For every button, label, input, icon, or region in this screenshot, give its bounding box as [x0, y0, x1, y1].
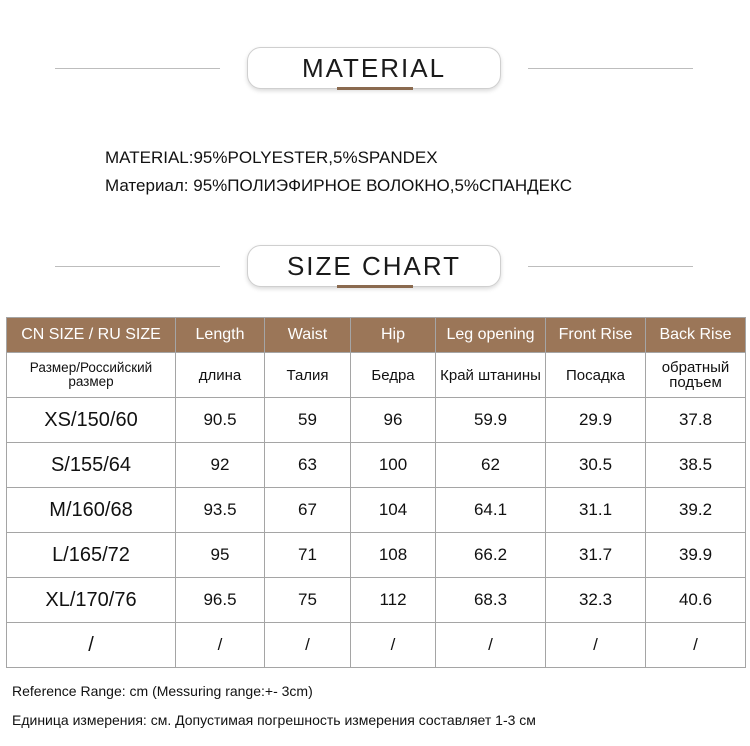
- table-row: [7, 443, 746, 488]
- cell-leg-opening: 59.9: [436, 398, 546, 443]
- divider-line-left: [55, 266, 220, 267]
- cell-front-rise: 29.9: [546, 398, 646, 443]
- size-chart-title: SIZE CHART: [247, 245, 501, 287]
- cell-waist: 75: [265, 578, 351, 623]
- cell-leg-opening: 66.2: [436, 533, 546, 578]
- cell-waist: 63: [265, 443, 351, 488]
- cell-front-rise: 30.5: [546, 443, 646, 488]
- cell-leg-opening: 68.3: [436, 578, 546, 623]
- header-waist: Waist: [265, 318, 351, 353]
- cell-size: XL/170/76: [7, 578, 176, 623]
- cell-leg-opening: /: [436, 623, 546, 668]
- cell-back-rise: 37.8: [646, 398, 746, 443]
- cell-front-rise: 32.3: [546, 578, 646, 623]
- subheader-waist: Талия: [265, 353, 351, 398]
- title-accent-bar: [337, 87, 413, 90]
- cell-leg-opening: 64.1: [436, 488, 546, 533]
- table-row: [7, 488, 746, 533]
- cell-hip: 108: [351, 533, 436, 578]
- cell-length: 96.5: [176, 578, 265, 623]
- cell-size: S/155/64: [7, 443, 176, 488]
- size-chart-header: [0, 245, 750, 291]
- header-front-rise: Front Rise: [546, 318, 646, 353]
- cell-size: XS/150/60: [7, 398, 176, 443]
- measurement-unit-note: Единица измерения: см. Допустимая погрешность измерения составляет 1-3 см: [12, 712, 536, 728]
- divider-line-right: [528, 266, 693, 267]
- material-composition-ru: Материал: 95%ПОЛИЭФИРНОЕ ВОЛОКНО,5%СПАНДЕКС: [105, 176, 573, 195]
- divider-line-right: [528, 68, 693, 69]
- subheader-size: Размер/Российский размер: [7, 353, 176, 398]
- cell-leg-opening: 62: [436, 443, 546, 488]
- table-row: [7, 533, 746, 578]
- table-row: [7, 623, 746, 668]
- divider-line-left: [55, 68, 220, 69]
- title-accent-bar: [337, 285, 413, 288]
- size-chart-table: [6, 317, 746, 668]
- cell-hip: /: [351, 623, 436, 668]
- cell-size: M/160/68: [7, 488, 176, 533]
- cell-waist: 59: [265, 398, 351, 443]
- header-size: CN SIZE / RU SIZE: [7, 318, 176, 353]
- cell-front-rise: /: [546, 623, 646, 668]
- cell-waist: 67: [265, 488, 351, 533]
- subheader-front-rise: Посадка: [546, 353, 646, 398]
- table-subheader-row: [7, 353, 746, 398]
- header-length: Length: [176, 318, 265, 353]
- cell-hip: 96: [351, 398, 436, 443]
- cell-waist: 71: [265, 533, 351, 578]
- cell-hip: 104: [351, 488, 436, 533]
- subheader-hip: Бедра: [351, 353, 436, 398]
- cell-length: 92: [176, 443, 265, 488]
- material-header: [0, 47, 750, 93]
- cell-back-rise: 38.5: [646, 443, 746, 488]
- header-leg-opening: Leg opening: [436, 318, 546, 353]
- subheader-leg-opening: Край штанины: [436, 353, 546, 398]
- cell-back-rise: 39.2: [646, 488, 746, 533]
- subheader-length: длина: [176, 353, 265, 398]
- cell-length: 93.5: [176, 488, 265, 533]
- table-row: [7, 578, 746, 623]
- cell-length: 95: [176, 533, 265, 578]
- cell-size: L/165/72: [7, 533, 176, 578]
- cell-size: /: [7, 623, 176, 668]
- subheader-back-rise: обратный подъем: [646, 353, 746, 398]
- cell-back-rise: /: [646, 623, 746, 668]
- cell-hip: 100: [351, 443, 436, 488]
- cell-hip: 112: [351, 578, 436, 623]
- header-back-rise: Back Rise: [646, 318, 746, 353]
- cell-back-rise: 40.6: [646, 578, 746, 623]
- cell-length: /: [176, 623, 265, 668]
- cell-waist: /: [265, 623, 351, 668]
- material-title: MATERIAL: [247, 47, 501, 89]
- reference-range-note: Reference Range: cm (Messuring range:+- 3cm): [12, 683, 313, 699]
- header-hip: Hip: [351, 318, 436, 353]
- table-header-row: [7, 318, 746, 353]
- table-row: [7, 398, 746, 443]
- cell-back-rise: 39.9: [646, 533, 746, 578]
- cell-length: 90.5: [176, 398, 265, 443]
- material-composition-en: MATERIAL:95%POLYESTER,5%SPANDEX: [105, 148, 438, 167]
- cell-front-rise: 31.7: [546, 533, 646, 578]
- cell-front-rise: 31.1: [546, 488, 646, 533]
